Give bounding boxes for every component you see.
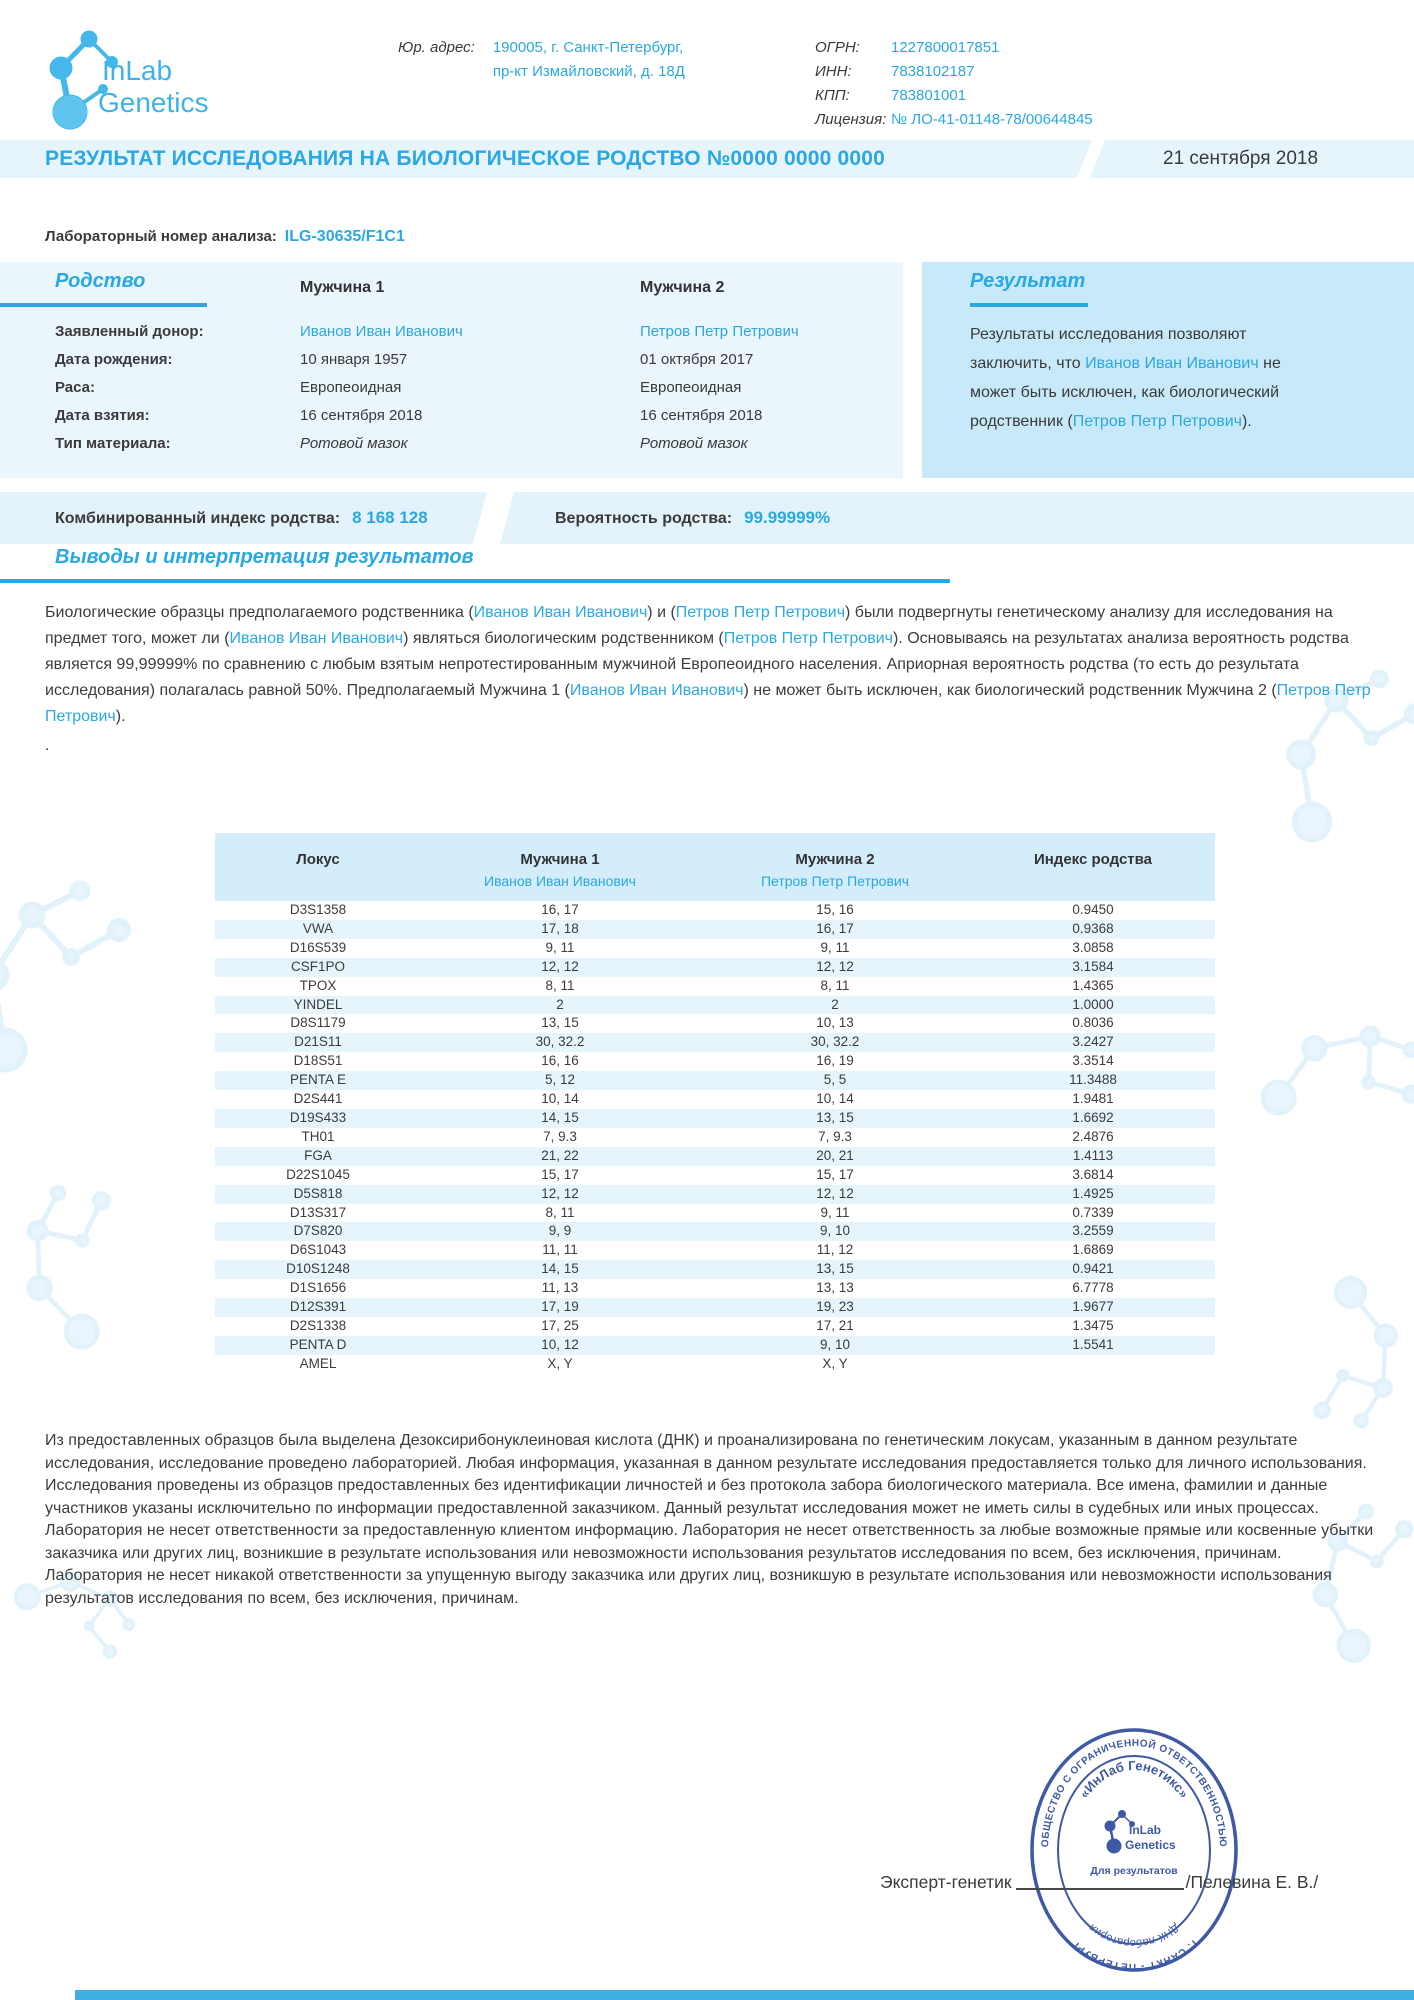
result-section-title: Результат xyxy=(970,270,1086,292)
registry-row-kpp xyxy=(815,84,1093,108)
person2-collected: 16 сентября 2018 xyxy=(640,407,763,424)
table-row: D18S51 16, 16 16, 19 3.3514 xyxy=(293,1053,1114,1069)
person1-material: Ротовой мазок xyxy=(300,435,408,452)
inlab-genetics-logo xyxy=(40,22,230,137)
stamp-outer-top-text: ОБЩЕСТВО С ОГРАНИЧЕННОЙ ОТВЕТСТВЕННОСТЬЮ xyxy=(1039,1737,1229,1848)
registry-row-ogrn xyxy=(815,36,1093,60)
table-row: TPOX 8, 11 8, 11 1.4365 xyxy=(299,977,1114,993)
col-man2-name: Петров Петр Петрович xyxy=(699,871,971,901)
probability xyxy=(555,492,830,544)
footer-accent-bar xyxy=(75,1990,1414,2000)
kinship-section-title: Родство xyxy=(55,270,146,292)
kinship-labels: Заявленный донор: Дата рождения: Раса: Дата взятия: Тип материала: xyxy=(55,323,204,452)
col-man1-name: Иванов Иван Иванович xyxy=(421,871,699,901)
conclusions-section-title: Выводы и интерпретация результатов xyxy=(55,546,474,568)
registry-row-inn xyxy=(815,60,1093,84)
stamp-logo-genetics: Genetics xyxy=(1125,1838,1176,1852)
table-row: YINDEL 2 2 1.0000 xyxy=(215,996,1215,1015)
table-row: PENTA D 10, 12 9, 10 1.5541 xyxy=(215,1336,1215,1355)
kpp-label: КПП: xyxy=(815,87,850,104)
registry-row-license xyxy=(815,108,1093,132)
license-label: Лицензия: xyxy=(815,111,887,128)
stamp-logo-inlab: InLab xyxy=(1129,1823,1161,1837)
ogrn-label: ОГРН: xyxy=(815,39,860,56)
disclaimer-text: Из предоставленных образцов была выделена Дезоксирибонуклеиновая кислота (ДНК) и проанализирована по генетическим локусам, указанным в данном результате исследования, исследование проведено лабораторией. Любая информация, указанная в данном результате исследования предоставляется только для личного использования. Исследования проведены из образцов предоставленных без идентификации личностей и без протокола забора биологического материала. Все имена, фамилии и данные участников указаны исключительно по информации предоставленной заказчиком. Данный результат исследования может не иметь силы в судебных или иных процессах. Лаборатория не несет ответственности за предоставленную клиентом информацию. Лаборатория не несет ответственность за любые возможные прямые или косвенные убытки заказчика или других лиц, возникшие в результате использования или невозможности использования результатов исследования по всем, без исключения, причинам. Лаборатория не несет никакой ответственности за упущенную выгоду заказчика или других лиц, возникшую в результате использования или невозможности использования результатов исследования по всем, без исключения, причинам. xyxy=(45,1432,1374,1607)
table-row: PENTA E 5, 12 5, 5 11.3488 xyxy=(215,1071,1215,1090)
table-row: D10S1248 14, 15 13, 15 0.9421 xyxy=(215,1260,1215,1279)
table-row: D8S1179 13, 15 10, 13 0.8036 xyxy=(290,1015,1114,1031)
lab-number-value: ILG-30635/F1C1 xyxy=(284,228,405,245)
table-row: D16S539 9, 11 9, 11 3.0858 xyxy=(289,939,1114,955)
table-row: TH01 7, 9.3 7, 9.3 2.4876 xyxy=(301,1128,1114,1144)
kinship-underline xyxy=(0,303,207,307)
svg-text:«ИнЛаб Генетикс» xyxy=(1076,1758,1191,1801)
combined-index-label: Комбинированный индекс родства: xyxy=(55,510,341,527)
person1-details xyxy=(300,318,463,458)
person1-name: Иванов Иван Иванович xyxy=(300,323,463,340)
ogrn-value: 1227800017851 xyxy=(891,39,1000,56)
table-row: AMEL X, Y X, Y xyxy=(299,1355,848,1371)
table-row: D19S433 14, 15 13, 15 1.6692 xyxy=(215,1109,1215,1128)
table-row: D5S818 12, 12 12, 12 1.4925 xyxy=(215,1185,1215,1204)
company-stamp xyxy=(1022,1722,1246,1978)
table-row: D21S11 30, 32.2 30, 32.2 3.2427 xyxy=(215,1033,1215,1052)
stamp-outer-bottom-text: Г. САНКТ - ПЕТЕРБУРГ xyxy=(1069,1937,1199,1973)
registry-block xyxy=(815,36,1093,132)
legal-address-value: 190005, г. Санкт-Петербург, пр-кт Измайловский, д. 18Д xyxy=(492,39,685,80)
table-row: D13S317 8, 11 9, 11 0.7339 xyxy=(289,1204,1114,1220)
person1-collected: 16 сентября 2018 xyxy=(300,407,423,424)
table-row: D12S391 17, 19 19, 23 1.9677 xyxy=(215,1298,1215,1317)
kpp-value: 783801001 xyxy=(891,87,967,104)
person2-birth: 01 октября 2017 xyxy=(640,351,754,368)
result-underline xyxy=(970,303,1088,307)
logo-text-genetics: Genetics xyxy=(98,87,209,118)
col-locus: Локус xyxy=(215,833,421,871)
table-row: D7S820 9, 9 9, 10 3.2559 xyxy=(215,1222,1215,1241)
signature-row xyxy=(880,1872,1318,1893)
license-value: № ЛО-41-01148-78/00644845 xyxy=(891,111,1093,128)
lab-number xyxy=(45,228,405,246)
inn-label: ИНН: xyxy=(815,63,852,80)
person2-name: Петров Петр Петрович xyxy=(640,323,799,340)
person1-race: Европеоидная xyxy=(300,379,402,396)
person2-race: Европеоидная xyxy=(640,379,742,396)
table-row: D3S1358 16, 17 15, 16 0.9450 xyxy=(289,902,1114,917)
report-date: 21 сентября 2018 xyxy=(1163,148,1319,169)
stamp-purpose-text: Для результатов xyxy=(1090,1865,1178,1877)
person2-material: Ротовой мазок xyxy=(640,435,748,452)
person2-details xyxy=(640,318,799,458)
table-header-row xyxy=(215,833,1215,871)
legal-address xyxy=(398,36,685,84)
table-row: D2S1338 17, 25 17, 21 1.3475 xyxy=(289,1317,1114,1333)
table-row: D1S1656 11, 13 13, 13 6.7778 xyxy=(289,1280,1114,1296)
person1-header: Мужчина 1 xyxy=(300,279,385,296)
loci-table xyxy=(215,833,1215,1374)
probability-value: 99.99999% xyxy=(744,508,831,527)
page-title: РЕЗУЛЬТАТ ИССЛЕДОВАНИЯ НА БИОЛОГИЧЕСКОЕ РОДСТВО №0000 0000 0000 xyxy=(45,147,886,170)
stamp-inner-top-text: «ИнЛаб Генетикс» xyxy=(1076,1757,1192,1801)
legal-address-label: Юр. адрес: xyxy=(398,39,475,56)
col-man1: Мужчина 1 xyxy=(421,833,699,871)
col-locus-sub xyxy=(215,871,421,901)
combined-index-value: 8 168 128 xyxy=(352,508,428,527)
trailing-dot: . xyxy=(45,737,50,754)
table-row: FGA 21, 22 20, 21 1.4113 xyxy=(215,1147,1215,1166)
col-man2: Мужчина 2 xyxy=(699,833,971,871)
table-row: D6S1043 11, 11 11, 12 1.6869 xyxy=(289,1242,1114,1258)
table-subheader-row xyxy=(215,871,1215,901)
table-row: D2S441 10, 14 10, 14 1.9481 xyxy=(293,1091,1114,1107)
signature-role: Эксперт-генетик xyxy=(880,1872,1012,1892)
combined-index xyxy=(55,492,428,544)
logo-text-inlab: InLab xyxy=(102,55,173,86)
probability-label: Вероятность родства: xyxy=(555,510,733,527)
svg-text:ДНК лаборатория xyxy=(1087,1921,1181,1949)
stamp-inner-bottom-text: ДНК лаборатория xyxy=(1086,1921,1182,1950)
person2-header: Мужчина 2 xyxy=(640,279,725,296)
table-row: VWA 17, 18 16, 17 0.9368 xyxy=(215,920,1215,939)
table-row: CSF1PO 12, 12 12, 12 3.1584 xyxy=(215,958,1215,977)
col-index: Индекс родства xyxy=(971,833,1215,871)
result-text: Результаты исследования позволяют заключить, что Иванов Иван Иванович не может быть исключен, как биологический родственник (Петров Петр Петрович). xyxy=(970,326,1281,430)
inn-value: 7838102187 xyxy=(891,63,975,80)
person1-birth: 10 января 1957 xyxy=(300,351,408,368)
conclusions-text: Биологические образцы предполагаемого родственника (Иванов Иван Иванович) и (Петров Петр Петрович) были подвергнуты генетическому анализу для исследования на предмет того, может ли (Иванов Иван Иванович) являться биологическим родственником (Петров Петр Петрович). Основываясь на результатах анализа вероятность родства является 99,99999% по сравнению с любым взятым непротестированным мужчиной Европеоидного населения. Априорная вероятность родства (то есть до результата исследования) полагалась равной 50%. Предполагаемый Мужчина 1 (Иванов Иван Иванович) не может быть исключен, как биологический родственник Мужчина 2 (Петров Петр Петрович). xyxy=(45,604,1371,725)
conclusions-underline xyxy=(0,579,950,583)
lab-number-label: Лабораторный номер анализа: xyxy=(45,228,277,245)
signature-line xyxy=(1016,1872,1184,1890)
signature-name: /Пелевина Е. В./ xyxy=(1185,1872,1319,1892)
table-row: D22S1045 15, 17 15, 17 3.6814 xyxy=(286,1166,1114,1182)
col-index-sub xyxy=(971,871,1215,901)
